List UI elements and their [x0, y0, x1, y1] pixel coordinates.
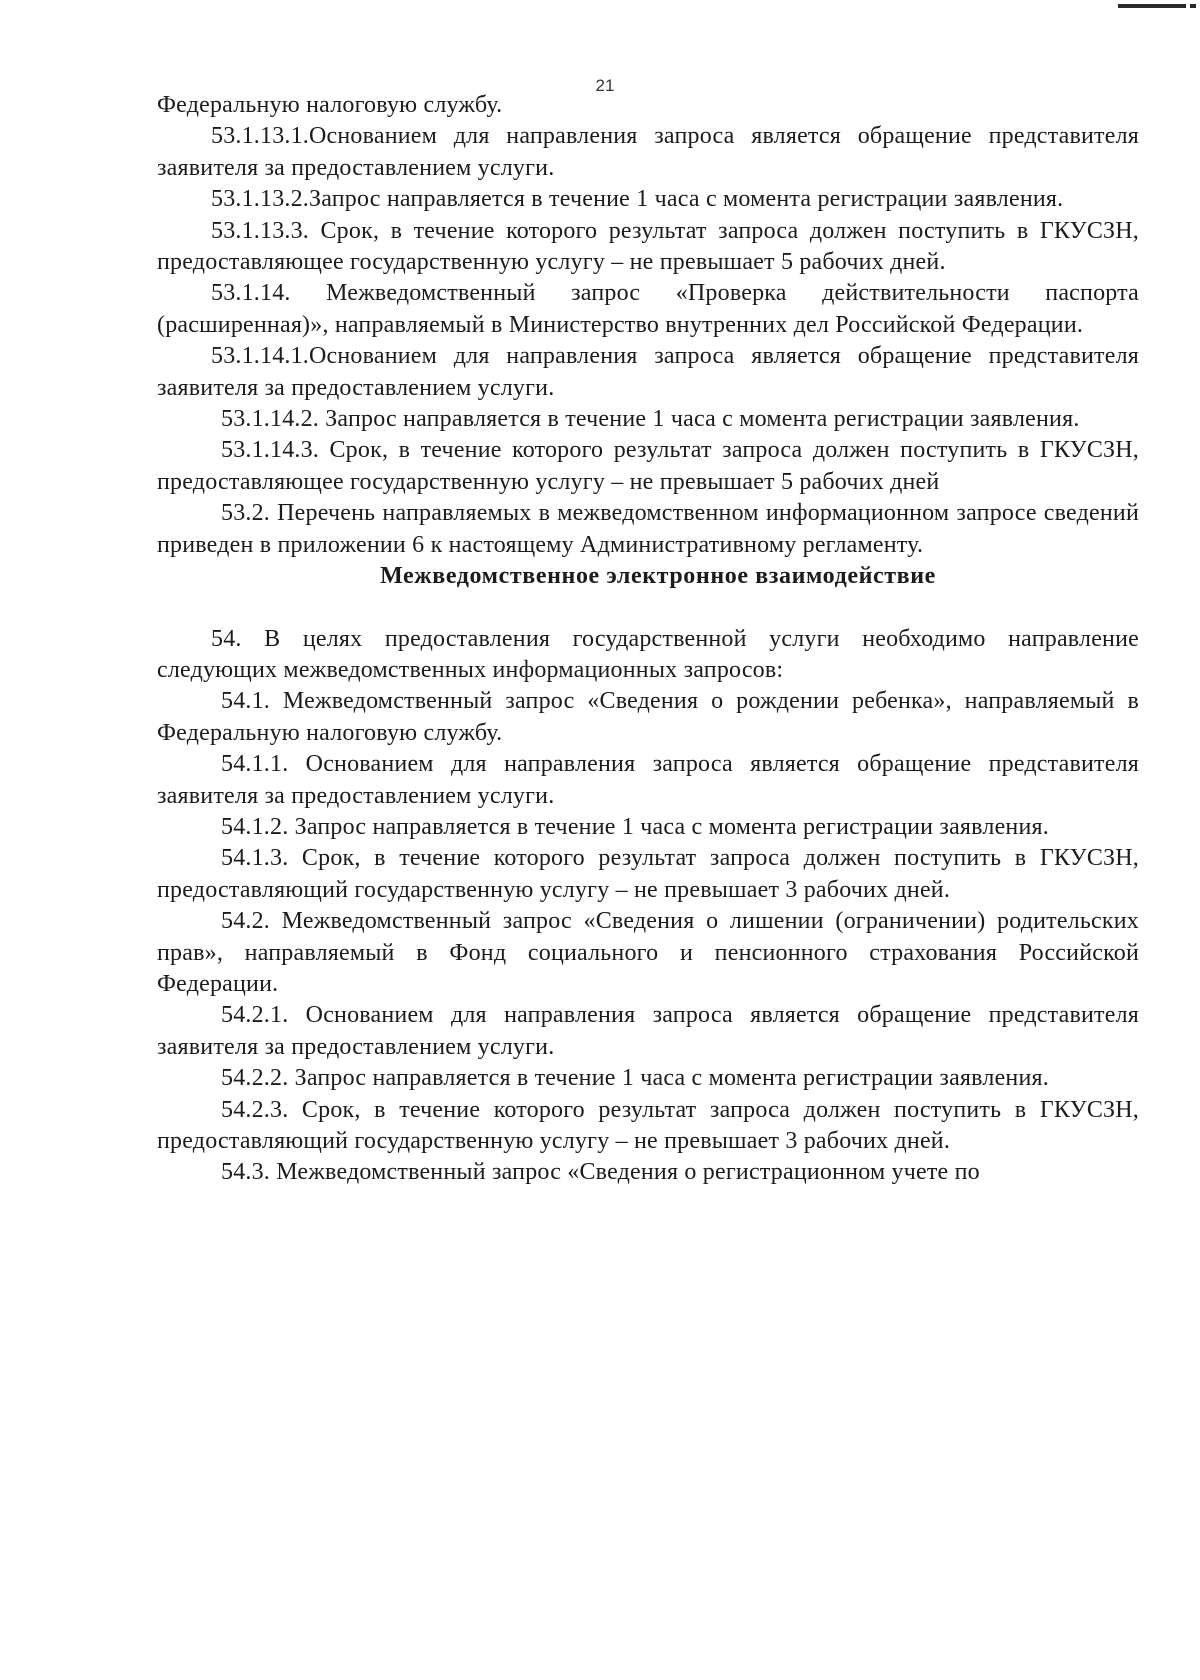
- paragraph-53-1-14-3: 53.1.14.3. Срок, в течение которого результат запроса должен поступить в ГКУСЗН, предоставляющее государственную услугу – не превышает 5 рабочих дней: [157, 437, 1139, 495]
- document-body: [157, 90, 1139, 1189]
- scan-artifact-mark: [1118, 4, 1186, 8]
- paragraph-53-1-13-1: 53.1.13.1.Основанием для направления запроса является обращение представителя заявителя за предоставлением услуги.: [157, 123, 1139, 181]
- paragraph-54: 54. В целях предоставления государственной услуги необходимо направление следующих межведомственных информационных запросов:: [157, 625, 1139, 683]
- paragraph-54-2-3: 54.2.3. Срок, в течение которого результат запроса должен поступить в ГКУСЗН, предоставляющий государственную услугу – не превышает 3 рабочих дней.: [157, 1096, 1139, 1154]
- paragraph-53-1-13-3: 53.1.13.3. Срок, в течение которого результат запроса должен поступить в ГКУСЗН, предоставляющее государственную услугу – не превышает 5 рабочих дней.: [157, 217, 1139, 276]
- paragraph-54-2-2: 54.2.2. Запрос направляется в течение 1 часа с момента регистрации заявления.: [221, 1065, 1049, 1092]
- paragraph-continuation: Федеральную налоговую службу.: [157, 92, 503, 118]
- paragraph-53-1-14-2: 53.1.14.2. Запрос направляется в течение 1 часа с момента регистрации заявления.: [221, 406, 1080, 433]
- paragraph-54-2-1: 54.2.1. Основанием для направления запроса является обращение представителя заявителя за предоставлением услуги.: [157, 1002, 1139, 1060]
- paragraph-54-1-3: 54.1.3. Срок, в течение которого результат запроса должен поступить в ГКУСЗН, предоставляющий государственную услугу – не превышает 3 рабочих дней.: [157, 845, 1139, 903]
- paragraph-54-1: 54.1. Межведомственный запрос «Сведения о рождении ребенка», направляемый в Федеральную налоговую службу.: [157, 688, 1139, 746]
- paragraph-53-1-13-2: 53.1.13.2.Запрос направляется в течение 1 часа с момента регистрации заявления.: [211, 186, 1064, 213]
- page-number: 21: [595, 76, 615, 95]
- section-spacer: [157, 593, 1139, 624]
- section-heading: Межведомственное электронное взаимодействие: [380, 563, 936, 590]
- paragraph-53-2: 53.2. Перечень направляемых в межведомственном информационном запросе сведений приведен в приложении 6 к настоящему Административному регламенту.: [157, 500, 1139, 558]
- paragraph-54-2: 54.2. Межведомственный запрос «Сведения о лишении (ограничении) родительских прав», направляемый в Фонд социального и пенсионного страхования Российской Федерации.: [157, 908, 1139, 997]
- paragraph-53-1-14: 53.1.14. Межведомственный запрос «Проверка действительности паспорта (расширенная)», направляемый в Министерство внутренних дел Российской Федерации.: [157, 280, 1139, 338]
- paragraph-54-3: 54.3. Межведомственный запрос «Сведения о регистрационном учете по: [221, 1159, 980, 1186]
- paragraph-54-1-2: 54.1.2. Запрос направляется в течение 1 часа с момента регистрации заявления.: [221, 813, 1049, 840]
- paragraph-54-1-1: 54.1.1. Основанием для направления запроса является обращение представителя заявителя за предоставлением услуги.: [157, 751, 1139, 809]
- paragraph-53-1-14-1: 53.1.14.1.Основанием для направления запроса является обращение представителя заявителя за предоставлением услуги.: [157, 343, 1139, 401]
